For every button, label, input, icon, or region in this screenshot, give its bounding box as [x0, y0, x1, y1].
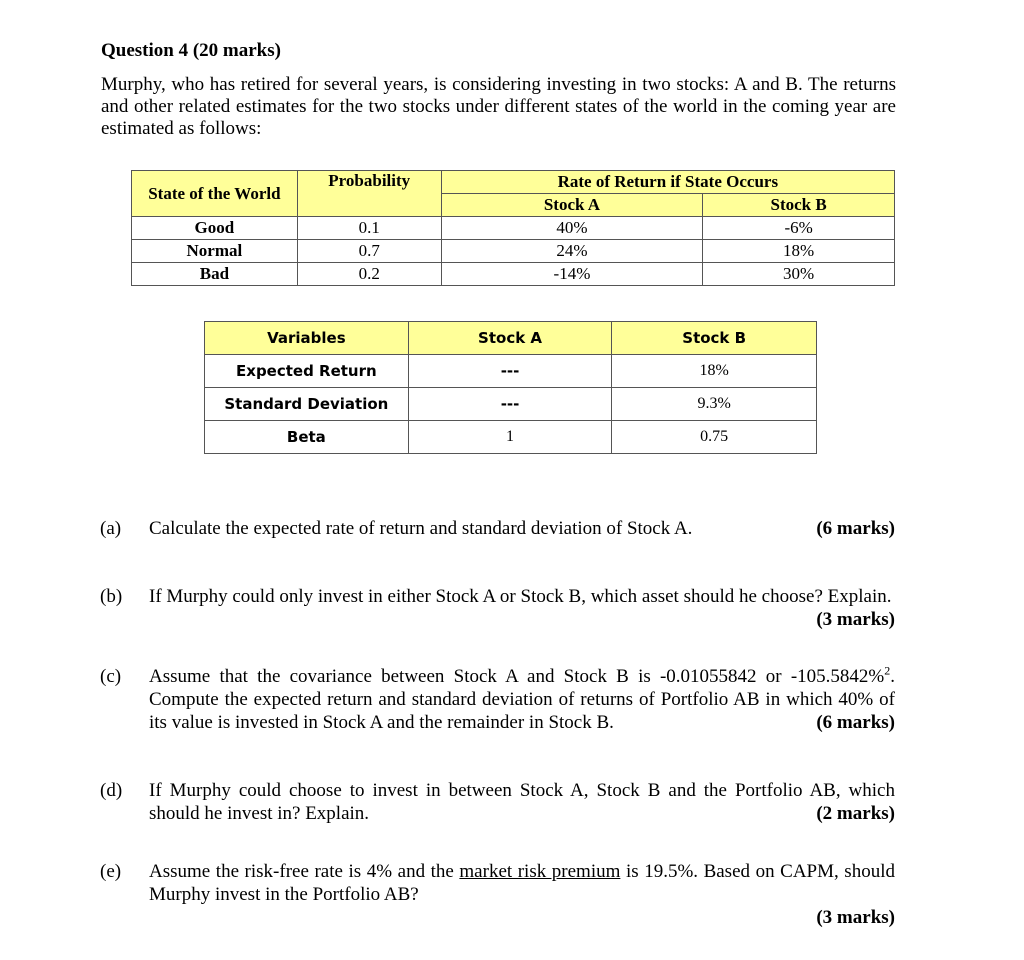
stock-b-cell: 9.3%	[612, 388, 817, 421]
probability-cell: 0.7	[297, 240, 441, 263]
question-marks: (6 marks)	[816, 518, 895, 539]
stock-a-cell: 40%	[441, 217, 703, 240]
probability-cell: 0.1	[297, 217, 441, 240]
stock-b-cell: 0.75	[612, 421, 817, 454]
question-d	[100, 779, 895, 827]
question-a	[100, 517, 895, 541]
question-marks: (2 marks)	[816, 803, 895, 824]
question-text: If Murphy could choose to invest in between Stock A, Stock B and the Portfolio AB, which should he invest in? Explain.	[149, 780, 895, 824]
question-marks: (6 marks)	[816, 712, 895, 733]
question-text: . Compute the expected return and standard deviation of returns of Portfolio AB in which 40% of its value is invested in Stock A and the remainder in Stock B.	[149, 666, 895, 733]
stock-b-cell: 30%	[703, 263, 895, 286]
col-stock-b-header: Stock B	[703, 194, 895, 217]
table-row	[132, 263, 895, 286]
returns-table	[131, 170, 895, 286]
variable-label: Beta	[205, 421, 409, 454]
stock-b-cell: 18%	[612, 355, 817, 388]
underlined-term: market risk premium	[459, 861, 621, 882]
col-state-header: State of the World	[132, 171, 298, 217]
col-probability-header: Probability	[297, 171, 441, 217]
question-text: Calculate the expected rate of return and standard deviation of Stock A.	[149, 518, 693, 539]
question-c	[100, 665, 895, 737]
col-stock-a-header: Stock A	[408, 322, 612, 355]
question-intro: Murphy, who has retired for several years, is considering investing in two stocks: A and B. The returns and other related estimates for the two stocks under different states of the world in the coming year are estimated as follows:	[101, 74, 896, 139]
question-letter: (a)	[100, 518, 122, 539]
question-letter: (d)	[100, 780, 123, 801]
col-stock-b-header: Stock B	[612, 322, 817, 355]
stock-a-cell: 1	[408, 421, 612, 454]
stock-a-cell: -14%	[441, 263, 703, 286]
stock-b-cell: -6%	[703, 217, 895, 240]
probability-cell: 0.2	[297, 263, 441, 286]
stock-b-cell: 18%	[703, 240, 895, 263]
stock-a-cell: ---	[408, 355, 612, 388]
question-marks: (3 marks)	[816, 609, 895, 630]
stock-a-cell: ---	[408, 388, 612, 421]
superscript: 2	[884, 663, 891, 678]
question-letter: (e)	[100, 861, 122, 882]
question-marks: (3 marks)	[816, 907, 895, 928]
col-rate-header: Rate of Return if State Occurs	[441, 171, 894, 194]
state-cell: Bad	[132, 263, 298, 286]
table-row	[205, 355, 817, 388]
table-row	[132, 240, 895, 263]
stock-a-cell: 24%	[441, 240, 703, 263]
table-row	[205, 388, 817, 421]
variables-table	[204, 321, 817, 454]
state-cell: Good	[132, 217, 298, 240]
question-b	[100, 585, 895, 633]
variable-label: Standard Deviation	[205, 388, 409, 421]
question-text: is 19.5%. Based on CAPM, should Murphy invest in the Portfolio AB?	[149, 861, 895, 905]
question-heading: Question 4 (20 marks)	[101, 40, 281, 61]
col-stock-a-header: Stock A	[441, 194, 703, 217]
table-row	[205, 421, 817, 454]
question-text: Assume the risk-free rate is 4% and the	[149, 861, 460, 882]
question-letter: (c)	[100, 666, 122, 687]
table-row	[132, 217, 895, 240]
state-cell: Normal	[132, 240, 298, 263]
col-variables-header: Variables	[205, 322, 409, 355]
question-e	[100, 860, 895, 932]
question-text: If Murphy could only invest in either Stock A or Stock B, which asset should he choose? Explain.	[149, 586, 892, 607]
question-letter: (b)	[100, 586, 123, 607]
variable-label: Expected Return	[205, 355, 409, 388]
question-text: Assume that the covariance between Stock A and Stock B is -0.01055842 or -105.5842%	[149, 666, 885, 687]
